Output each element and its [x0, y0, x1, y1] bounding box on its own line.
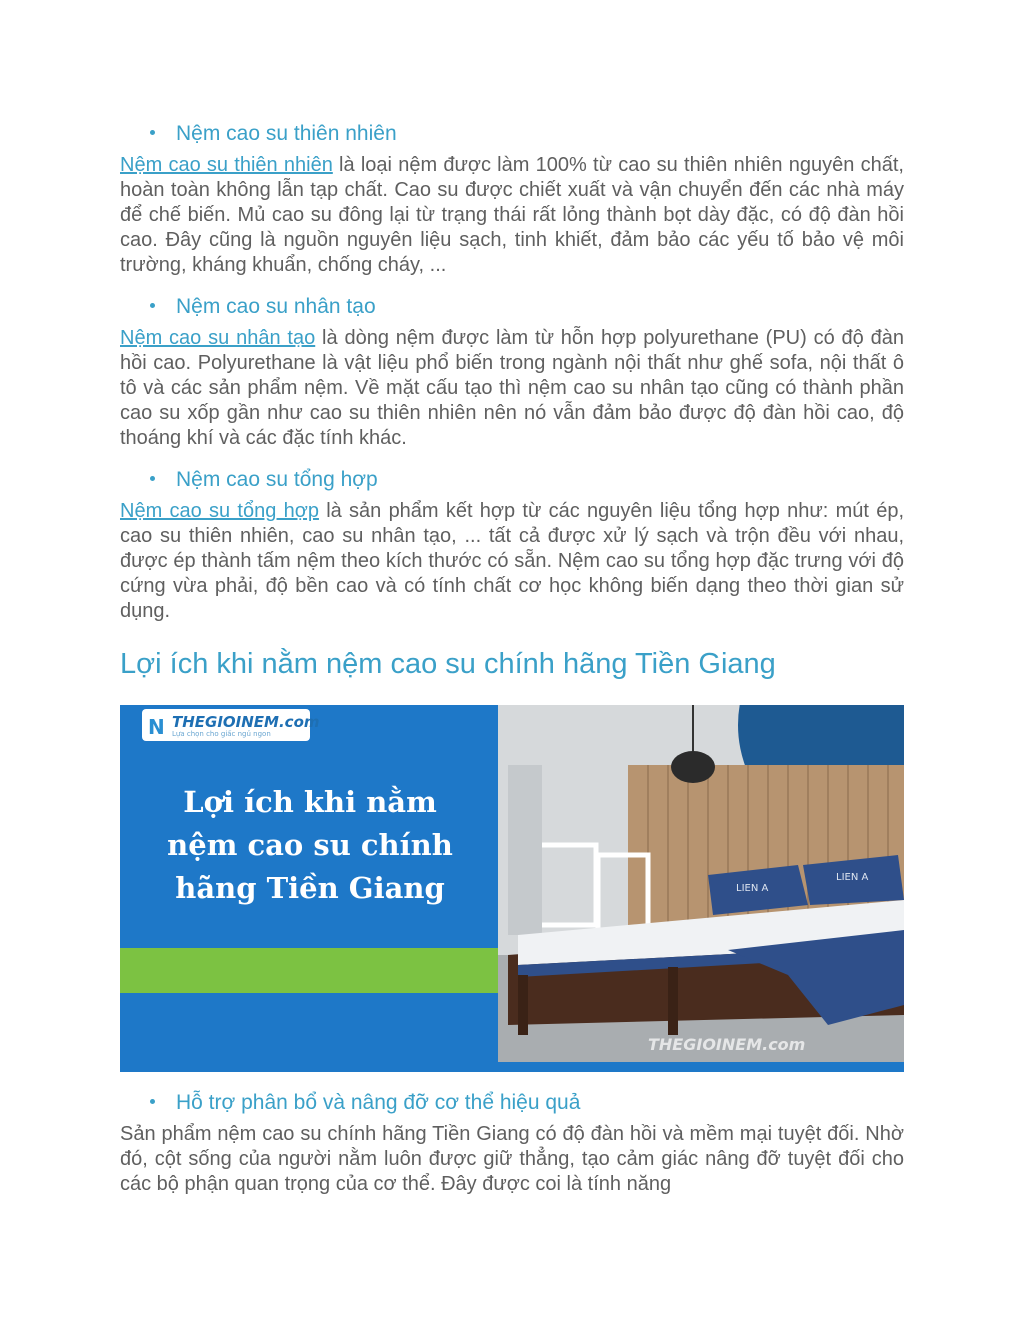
brand-logo: [142, 709, 320, 741]
paragraph-text: là loại nệm được làm 100% từ cao su thiên nhiên nguyên chất, hoàn toàn không lẫn tạp chất. Cao su được chiết xuất và vận chuyển đến các nhà máy để chế biến. Mủ cao su đông lại từ trạng thái rất lỏng thành bọt dày đặc, có độ đàn hồi cao. Đây cũng là nguồn nguyên liệu sạch, tinh khiết, đảm bảo các yếu tố bảo vệ môi trường, kháng khuẩn, chống cháy, ...: [120, 154, 904, 276]
bullet-item: [150, 294, 376, 320]
inline-link[interactable]: Nệm cao su nhân tạo: [120, 327, 316, 349]
bullet-label: Nệm cao su thiên nhiên: [176, 122, 397, 145]
banner-bottom-bar: [120, 1062, 904, 1072]
pillow-label: LIEN A: [836, 872, 869, 883]
bullet-dot-icon: [150, 130, 155, 135]
banner-image: [120, 705, 904, 1072]
paragraph-text: là dòng nệm được làm từ hỗn hợp polyurethane (PU) có độ đàn hồi cao. Polyurethane là vật liệu phổ biến trong ngành nội thất như ghế sofa, nội thất ô tô và các sản phẩm nệm. Về mặt cấu tạo thì nệm cao su nhân tạo cũng có thành phần cao su xốp gần như cao su thiên nhiên nên nó vẫn đảm bảo được độ đàn hồi cao, độ thoáng khí và các đặc tính khác.: [120, 327, 904, 449]
watermark: THEGIOINEM.com: [648, 1035, 806, 1054]
bullet-dot-icon: [150, 1099, 155, 1104]
logo-n-icon: N: [148, 715, 165, 739]
inline-link[interactable]: Nệm cao su tổng hợp: [120, 500, 319, 522]
logo-text: THEGIOINEM.com: [172, 713, 320, 731]
bedroom-photo-illustration: [498, 705, 904, 1072]
paragraph-text: là sản phẩm kết hợp từ các nguyên liệu tổng hợp như: mút ép, cao su thiên nhiên, cao su nhân tạo, ... tất cả được xử lý sạch và trộn đều với nhau, được ép thành tấm nệm theo kích thước có sẵn. Nệm cao su tổng hợp đặc trưng với độ cứng vừa phải, độ bền cao và có tính chất cơ học không biến dạng theo thời gian sử dụng.: [120, 500, 904, 622]
paragraph: [120, 499, 904, 624]
bullet-dot-icon: [150, 476, 155, 481]
banner-left-panel: [120, 705, 498, 1072]
paragraph: [120, 153, 904, 278]
inline-link[interactable]: Nệm cao su thiên nhiên: [120, 154, 333, 176]
banner-title-line: hãng Tiền Giang: [175, 871, 445, 905]
pillow-label: LIEN A: [736, 883, 769, 894]
bullet-label: Hỗ trợ phân bổ và nâng đỡ cơ thể hiệu quả: [176, 1091, 581, 1114]
bullet-item: [150, 1090, 580, 1116]
bullet-item: [150, 467, 378, 493]
logo-tagline: Lựa chọn cho giấc ngủ ngon: [172, 730, 271, 738]
bedroom-photo: [498, 705, 904, 1072]
paragraph: [120, 326, 904, 451]
bullet-label: Nệm cao su nhân tạo: [176, 295, 376, 318]
banner-title-line: nệm cao su chính: [167, 828, 453, 862]
banner-title-line: Lợi ích khi nằm: [183, 785, 437, 819]
bullet-label: Nệm cao su tổng hợp: [176, 468, 378, 491]
bullet-dot-icon: [150, 303, 155, 308]
banner-title: [140, 781, 480, 910]
banner-green-stripe: [120, 948, 498, 993]
section-heading: Lợi ích khi nằm nệm cao su chính hãng Tiền Giang: [120, 648, 776, 680]
paragraph: Sản phẩm nệm cao su chính hãng Tiền Giang có độ đàn hồi và mềm mại tuyệt đối. Nhờ đó, cột sống của người nằm luôn được giữ thẳng, tạo cảm giác nâng đỡ tuyệt đối cho các bộ phận quan trọng của cơ thể. Đây được coi là tính năng: [120, 1123, 904, 1195]
bullet-item: [150, 121, 397, 147]
